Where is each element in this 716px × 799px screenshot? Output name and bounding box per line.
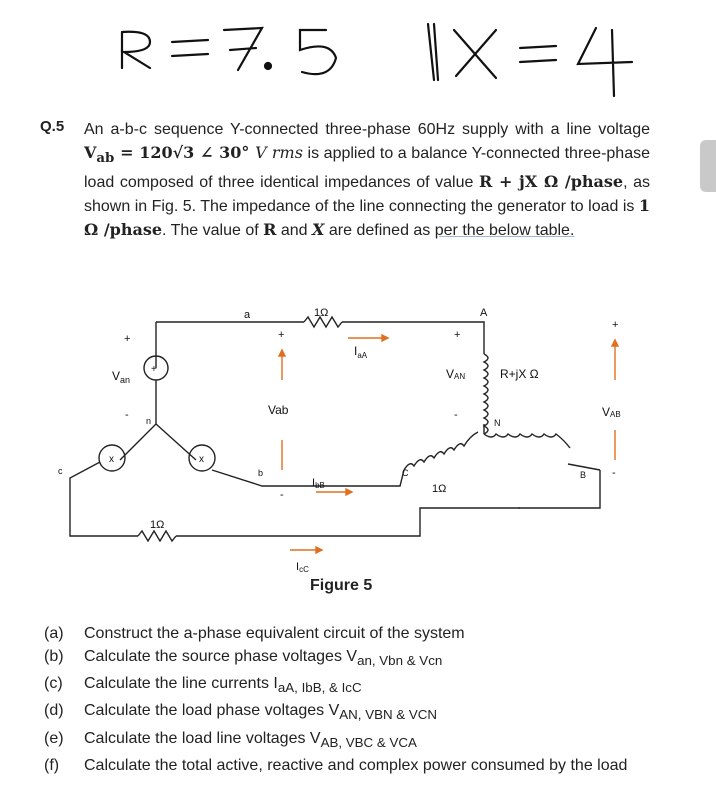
- task-item: (c) Calculate the line currents $I_{aA, IbB, \& IcC}$: [44, 675, 362, 696]
- vAB-label: VAB: [602, 405, 621, 419]
- svg-text:x: x: [109, 454, 114, 465]
- node-N: N: [494, 418, 501, 428]
- node-n: n: [146, 416, 152, 426]
- svg-text:+: +: [612, 319, 619, 331]
- node-C: C: [402, 468, 409, 478]
- line-impedance: 1 Ω /phase: [84, 196, 650, 240]
- impedance-value: R + jX Ω /phase: [478, 172, 624, 192]
- question-number: Q.5: [40, 118, 65, 135]
- svg-text:-: -: [125, 409, 129, 421]
- task-item: (b) Calculate the source phase voltages $V_{an, Vbn \& Vcn}$: [44, 648, 443, 669]
- icC-label: IcC: [296, 561, 309, 574]
- load-impedance-label: R+jX Ω: [500, 367, 539, 381]
- ibB-label: IbB: [312, 477, 325, 490]
- node-A: A: [480, 307, 488, 319]
- svg-text:+: +: [454, 329, 461, 341]
- figure-caption: Figure 5: [310, 577, 373, 594]
- node-b: b: [258, 468, 264, 478]
- van-label: $V_{an}$: [112, 369, 131, 385]
- r-top-label: 1Ω: [314, 307, 329, 319]
- node-c: c: [58, 466, 63, 476]
- side-tab[interactable]: [700, 140, 716, 192]
- svg-text:+: +: [278, 329, 285, 341]
- node-B: B: [580, 470, 587, 480]
- node-a: a: [244, 309, 251, 321]
- svg-text:+: +: [151, 364, 157, 375]
- task-list: [44, 622, 664, 777]
- r-mid-label: 1Ω: [432, 483, 447, 495]
- task-item: (e) Calculate the load line voltages $V_{AB, VBC \& VCA}$: [44, 729, 417, 750]
- svg-text:-: -: [454, 409, 458, 421]
- task-item: (d) Calculate the load phase voltages $V_{AN, VBN \& VCN}$: [44, 702, 438, 723]
- question-text: An a-b-c sequence Y-connected three-phase 60Hz supply with a line voltage $V_{ab} = 120√3$ ∠ 30° V rms is applied to a balance Y-connected three-phase load composed of three identical impedances of value R + jX Ω /phase, as shown in Fig. 5. The impedance of the line connecting the generator to load is 1 Ω /phase. The value of R and X are defined as per the below table.: [84, 121, 651, 240]
- svg-text:-: -: [280, 489, 284, 501]
- vAN-label: VAN: [446, 367, 466, 381]
- svg-text:-: -: [612, 467, 616, 479]
- task-item: (a) Construct the a-phase equivalent circuit of the system: [44, 625, 465, 642]
- task-item: (f) Calculate the total active, reactive and complex power consumed by the load: [44, 756, 628, 774]
- vab-symbol: $V_{ab}$: [84, 143, 115, 167]
- iaA-label: $I_{aA}$: [354, 344, 368, 360]
- svg-text:+: +: [124, 333, 131, 345]
- vab-label: Vab: [268, 403, 289, 417]
- svg-text:x: x: [199, 454, 204, 465]
- r-bot-label: 1Ω: [150, 519, 165, 531]
